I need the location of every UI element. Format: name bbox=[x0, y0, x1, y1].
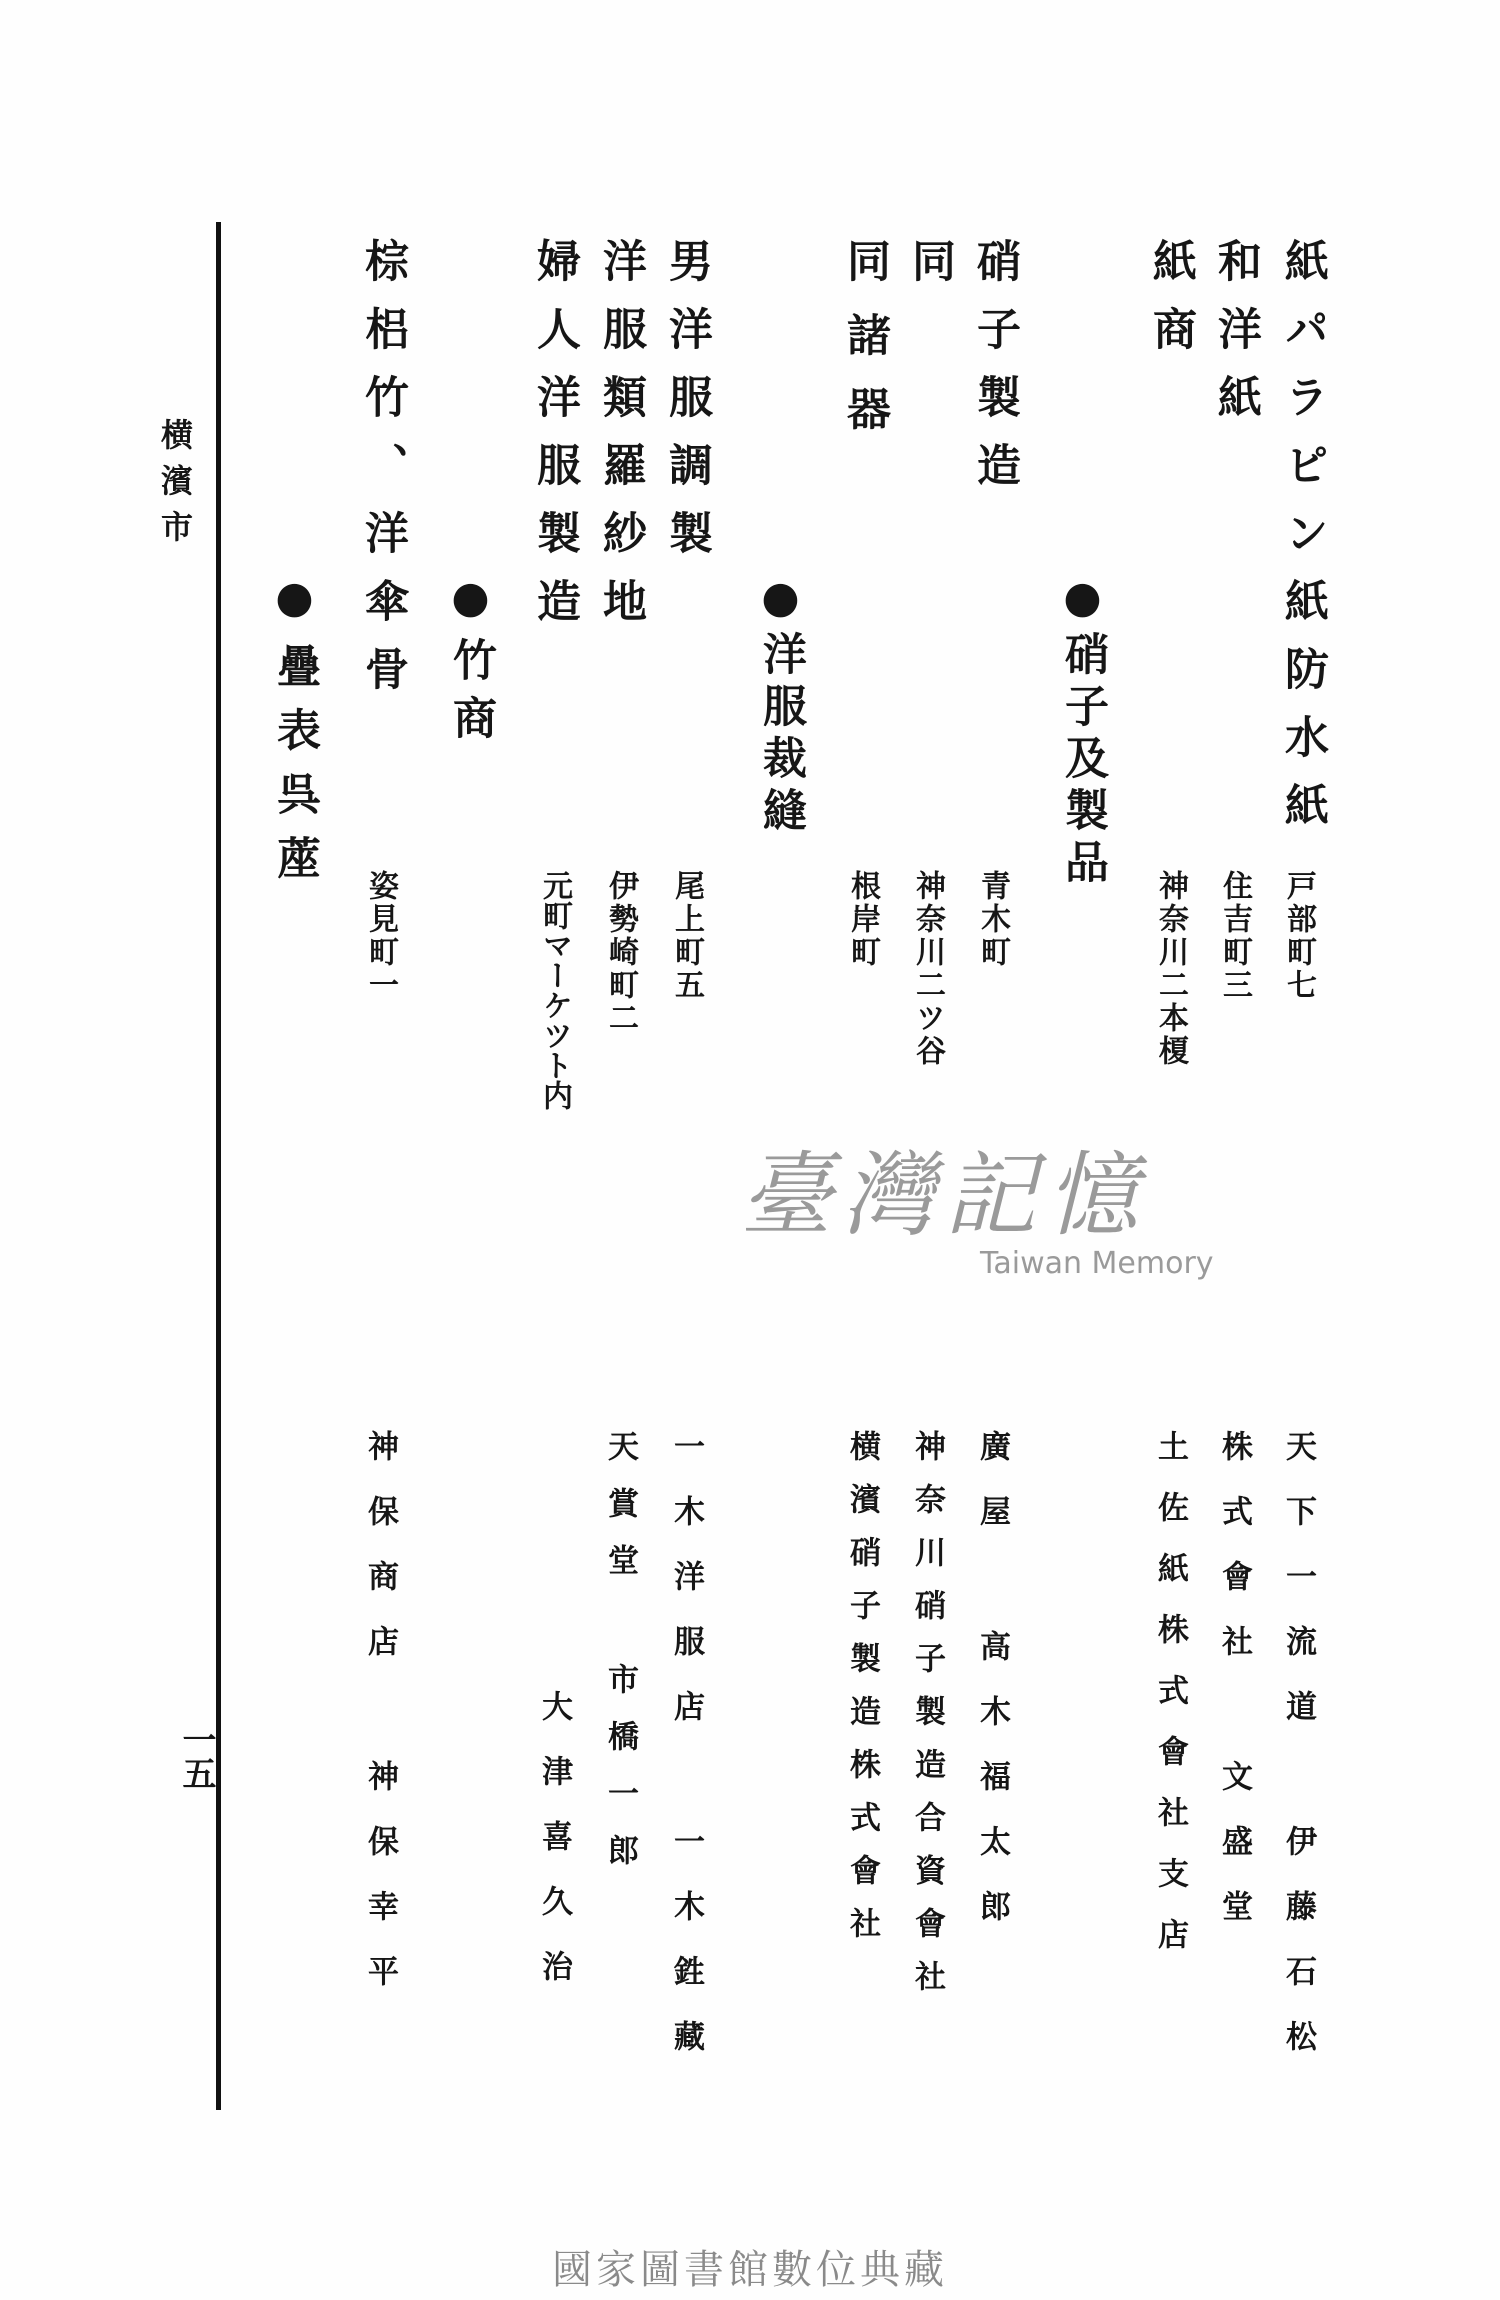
watermark-subtext: Taiwan Memory bbox=[980, 1246, 1214, 1281]
entry-address-9: 元町マーケツト内 bbox=[537, 870, 572, 1110]
entry-item-3: 紙商 bbox=[1145, 238, 1196, 374]
running-head: 横濱市 bbox=[156, 418, 194, 556]
entry-address-8: 伊勢崎町二 bbox=[603, 870, 638, 1035]
section-heading-bamboo: ●竹商 bbox=[445, 572, 496, 753]
section-heading-tatami: ●疊表呉蓙 bbox=[269, 572, 320, 899]
entry-address-6: 根岸町 bbox=[845, 870, 880, 969]
entry-address-4: 青木町 bbox=[975, 870, 1010, 969]
entry-firm-4: 廣屋 高木福太郎 bbox=[974, 1430, 1010, 1955]
entry-address-5: 神奈川二ツ谷 bbox=[910, 870, 945, 1068]
entry-firm-5: 神奈川硝子製造合資會社 bbox=[909, 1430, 945, 2013]
entry-firm-6: 横濱硝子製造株式會社 bbox=[844, 1430, 880, 1960]
entry-firm-10: 神保商店 神保幸平 bbox=[362, 1430, 398, 2020]
vertical-rule bbox=[216, 222, 221, 2110]
entry-firm-2: 株式會社 文盛堂 bbox=[1216, 1430, 1252, 1955]
entry-firm-8: 天賞堂 市橋一郎 bbox=[602, 1430, 638, 1891]
entry-item-4: 硝子製造 bbox=[969, 238, 1020, 510]
entry-firm-7: 一木洋服店 一木鉎藏 bbox=[668, 1430, 704, 2085]
section-heading-glass: ●硝子及製品 bbox=[1057, 572, 1108, 891]
entry-item-2: 和洋紙 bbox=[1210, 238, 1261, 442]
page-number: 一五 bbox=[176, 1722, 216, 1790]
watermark bbox=[740, 1142, 1260, 1330]
footer-credit: 國家圖書館數位典藏 bbox=[552, 2247, 948, 2293]
entry-item-1: 紙パラピン紙防水紙 bbox=[1277, 238, 1328, 850]
entry-address-2: 住吉町三 bbox=[1217, 870, 1252, 1002]
entry-item-6: 同諸器 bbox=[839, 238, 890, 460]
entry-firm-3: 土佐紙株式會社支店 bbox=[1152, 1430, 1188, 1979]
entry-item-5: 同 bbox=[904, 238, 955, 306]
entry-address-10: 姿見町一 bbox=[363, 870, 398, 1002]
entry-item-8: 洋服類羅紗地 bbox=[595, 238, 646, 646]
entry-address-3: 神奈川二本榎 bbox=[1153, 870, 1188, 1068]
entry-address-1: 戸部町七 bbox=[1281, 870, 1316, 1002]
section-heading-tailoring: ●洋服裁縫 bbox=[755, 572, 806, 839]
watermark-text: 臺灣記憶 bbox=[740, 1142, 1149, 1249]
entry-item-10: 棕梠竹、洋傘骨 bbox=[357, 238, 408, 714]
entry-address-7: 尾上町五 bbox=[669, 870, 704, 1002]
entry-firm-9: 大津喜久治 bbox=[536, 1690, 572, 2015]
entry-item-9: 婦人洋服製造 bbox=[529, 238, 580, 646]
entry-item-7: 男洋服調製 bbox=[661, 238, 712, 578]
entry-firm-1: 天下一流道 伊藤石松 bbox=[1280, 1430, 1316, 2085]
